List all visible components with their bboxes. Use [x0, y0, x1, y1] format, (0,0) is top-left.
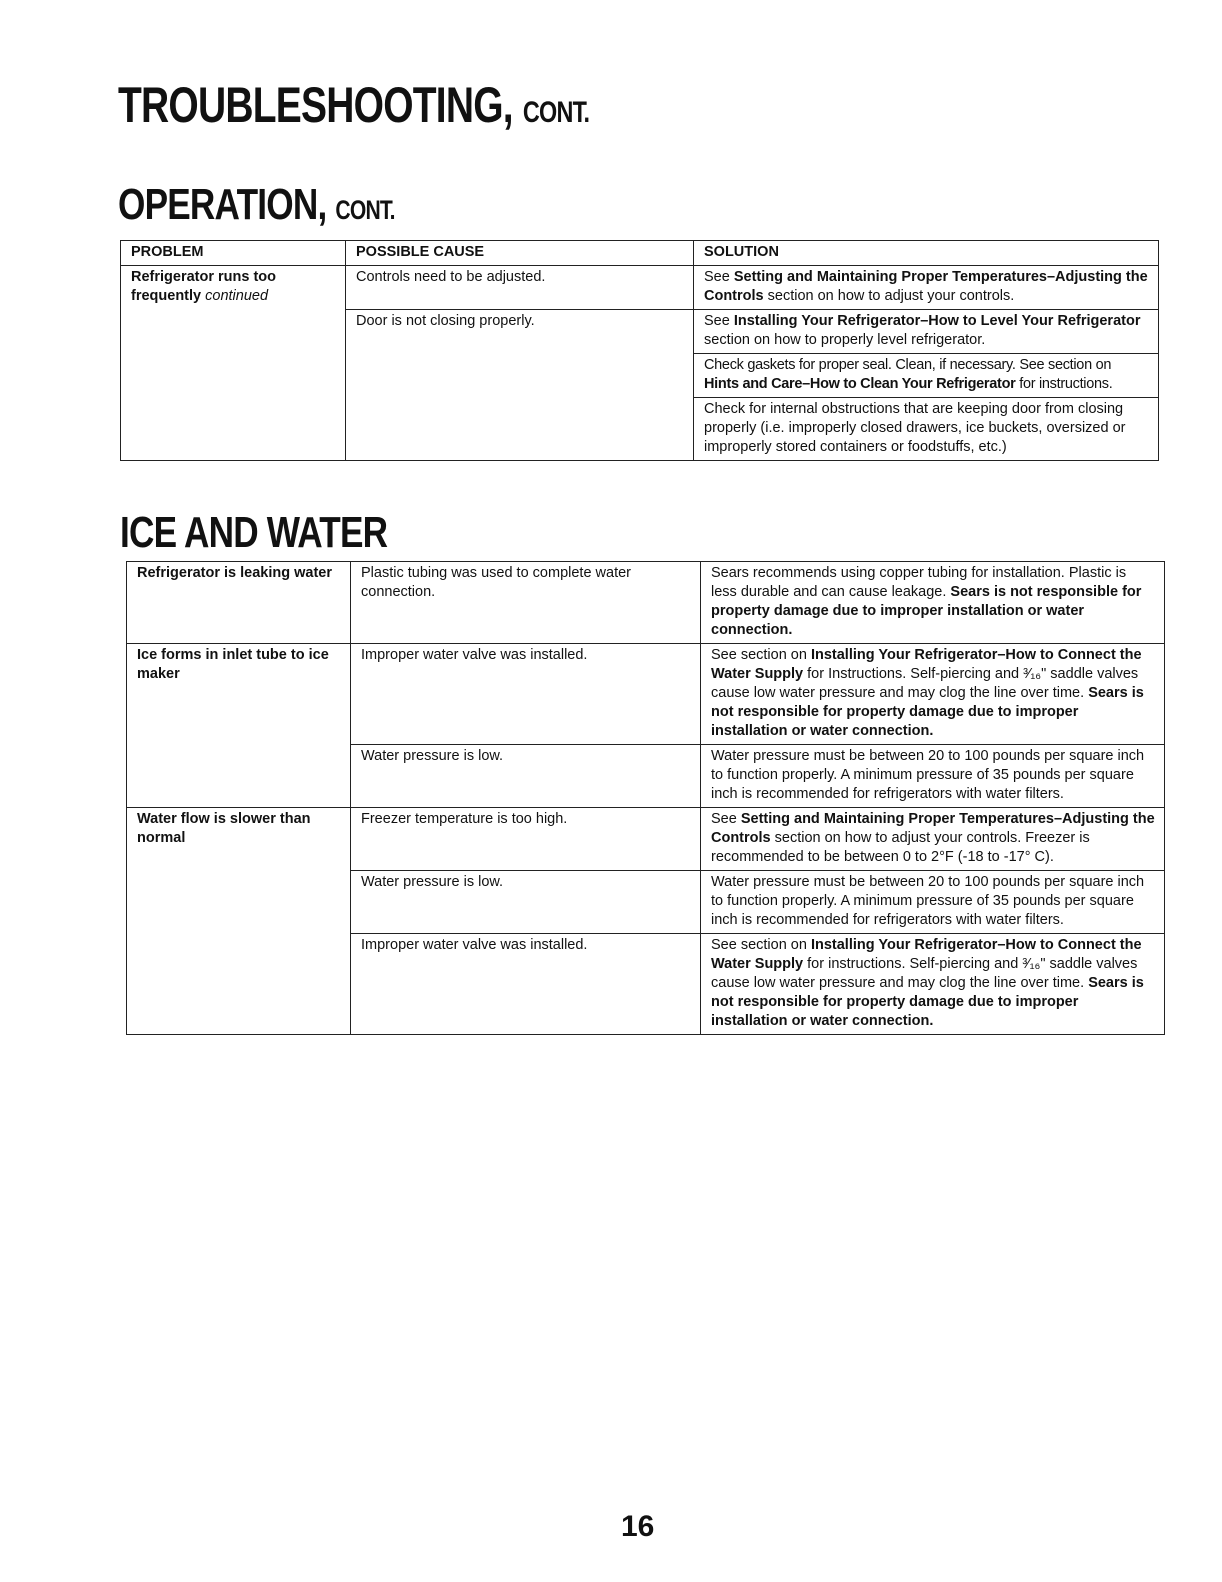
operation-heading: OPERATION, CONT. — [118, 180, 395, 229]
cause-cell: Freezer temperature is too high. — [351, 808, 701, 871]
operation-table — [120, 240, 1159, 461]
solution-cell: Check gaskets for proper seal. Clean, if necessary. See section on Hints and Care–How to Clean Your Refrigerator for instructions. — [694, 354, 1159, 398]
table-row — [121, 266, 1159, 310]
solution-cell: See Setting and Maintaining Proper Temperatures–Adjusting the Controls section on how to adjust your controls. Freezer is recommended to be between 0 to 2°F (-18 to -17° C). — [701, 808, 1165, 871]
solution-cell: Check for internal obstructions that are keeping door from closing properly (i.e. improperly closed drawers, ice buckets, oversized or improperly stored containers or foodstuffs, etc.) — [694, 398, 1159, 461]
problem-cell: Refrigerator is leaking water — [127, 562, 351, 644]
header-solution: SOLUTION — [694, 241, 1159, 266]
cause-cell: Improper water valve was installed. — [351, 934, 701, 1035]
solution-cell: See section on Installing Your Refrigerator–How to Connect the Water Supply for Instructions. Self-piercing and ³⁄₁₆" saddle valves cause low water pressure and may clog the line over time. Sears is not responsible for property damage due to improper installation or water connection. — [701, 644, 1165, 745]
table-header-row — [121, 241, 1159, 266]
cause-cell: Water pressure is low. — [351, 871, 701, 934]
page-title — [118, 76, 589, 134]
cause-cell: Plastic tubing was used to complete water connection. — [351, 562, 701, 644]
header-problem: PROBLEM — [121, 241, 346, 266]
page-number: 16 — [621, 1510, 655, 1543]
solution-cell: See section on Installing Your Refrigerator–How to Connect the Water Supply for instructions. Self-piercing and ³⁄₁₆" saddle valves cause low water pressure and may clog the line over time. Sears is not responsible for property damage due to improper installation or water connection. — [701, 934, 1165, 1035]
header-cause: POSSIBLE CAUSE — [346, 241, 694, 266]
cause-cell: Water pressure is low. — [351, 745, 701, 808]
table-row — [127, 562, 1165, 644]
page-title-main: TROUBLESHOOTING, — [118, 77, 513, 133]
cause-cell: Controls need to be adjusted. — [346, 266, 694, 310]
solution-cell: Sears recommends using copper tubing for installation. Plastic is less durable and can cause leakage. Sears is not responsible for property damage due to improper installation or water connection. — [701, 562, 1165, 644]
solution-cell: See Setting and Maintaining Proper Temperatures–Adjusting the Controls section on how to adjust your controls. — [694, 266, 1159, 310]
page-title-suffix: CONT. — [522, 96, 590, 129]
solution-cell: Water pressure must be between 20 to 100 pounds per square inch to function properly. A minimum pressure of 35 pounds per square inch is recommended for refrigerators with water filters. — [701, 871, 1165, 934]
ice-water-heading: ICE AND WATER — [120, 508, 388, 557]
solution-cell: See Installing Your Refrigerator–How to Level Your Refrigerator section on how to properly level refrigerator. — [694, 310, 1159, 354]
problem-cell: Refrigerator runs too frequently continued — [121, 266, 346, 461]
ice-water-table — [126, 561, 1165, 1035]
solution-cell: Water pressure must be between 20 to 100 pounds per square inch to function properly. A minimum pressure of 35 pounds per square inch is recommended for refrigerators with water filters. — [701, 745, 1165, 808]
cause-cell: Door is not closing properly. — [346, 310, 694, 461]
table-row — [127, 644, 1165, 745]
table-row — [127, 808, 1165, 871]
problem-cell: Ice forms in inlet tube to ice maker — [127, 644, 351, 808]
cause-cell: Improper water valve was installed. — [351, 644, 701, 745]
problem-cell: Water flow is slower than normal — [127, 808, 351, 1035]
